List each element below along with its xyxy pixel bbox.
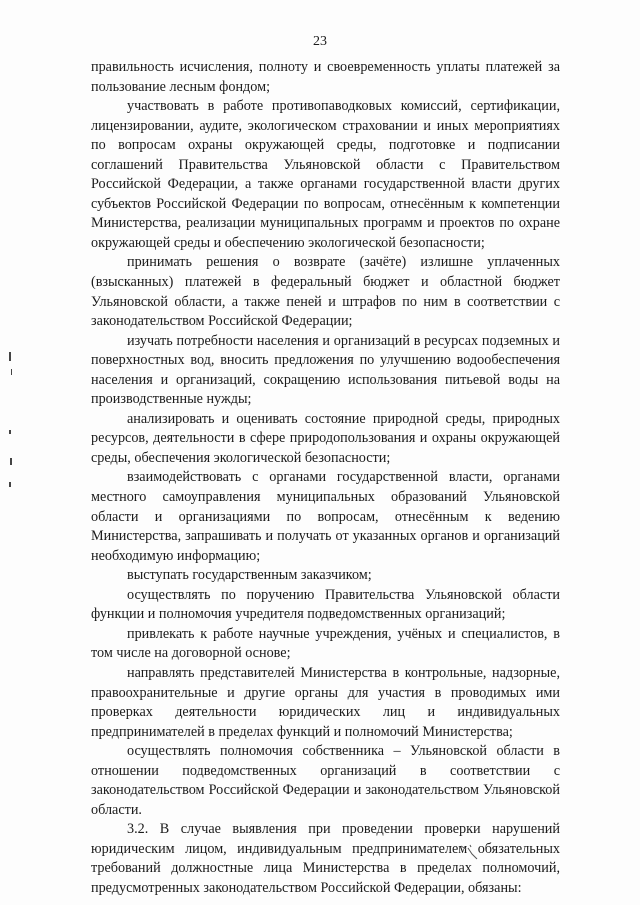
document-body (91, 58, 560, 899)
scan-artifact (9, 352, 11, 361)
paragraph-interaction: взаимодействовать с органами государственной власти, органами местного самоуправления муниципальных образований Ульяновской области и организациями по вопросам, отнесённым к ведению Министерства, запрашивать и получать от указанных органов и организаций необходимую информацию; (91, 469, 560, 564)
page-number: 23 (313, 34, 327, 49)
paragraph-science: привлекать к работе научные учреждения, учёных и специалистов, в том числе на договорной основе; (91, 625, 560, 662)
paragraph-owner-powers: осуществлять полномочия собственника – Ульяновской области в отношении подведомственных организаций в соответствии с законодательством Российской Федерации и законодательством Ульяновской области. (91, 743, 560, 818)
paragraph-customer: выступать государственным заказчиком; (127, 567, 372, 584)
scan-artifact (9, 430, 11, 434)
paragraph-representatives: направлять представителей Министерства в контрольные, надзорные, правоохранительные и другие органы для участия в проводимых ими проверках деятельности юридических лиц и индивидуальных предпринимателей в пределах функций и полномочий Министерства; (91, 664, 560, 740)
paragraph-commissions: участвовать в работе противопаводковых комиссий, сертификации, лицензировании, аудите, экологическом страховании и иных мероприятиях по вопросам охраны окружающей среды, подготовке и подписании соглашений Правительства Ульяновской области с Правительством Российской Федерации, а также органами государственной власти других субъектов Российской Федерации по вопросам, отнесённым к компетенции Министерства, реализации муниципальных программ и проектов по охране окружающей среды и обеспечению экологической безопасности; (91, 98, 560, 251)
scan-artifact (10, 458, 12, 465)
paragraph-water-needs: изучать потребности населения и организаций в ресурсах подземных и поверхностных вод, вносить предложения по улучшению водообеспечения населения и организаций, сокращению использования питьевой воды на производственные нужды; (91, 332, 560, 408)
scan-speck (458, 842, 480, 860)
paragraph-continuation: правильность исчисления, полноту и своевременность уплаты платежей за пользование лесным фондом; (91, 59, 560, 95)
paragraph-analysis: анализировать и оценивать состояние природной среды, природных ресурсов, деятельности в сфере природопользования и охраны окружающей среды, обеспечения экологической безопасности; (91, 410, 560, 466)
scan-artifact (9, 482, 11, 487)
paragraph-founder-functions: осуществлять по поручению Правительства Ульяновской области функции и полномочия учредителя подведомственных организаций; (91, 586, 560, 623)
paragraph-refunds: принимать решения о возврате (зачёте) излишне уплаченных (взысканных) платежей в федеральный бюджет и областной бюджет Ульяновской области, а также пеней и штрафов по ним в соответствии с законодательством Российской Федерации; (91, 254, 560, 330)
paragraph-section-3-2: 3.2. В случае выявления при проведении проверки нарушений юридическим лицом, индивидуальным предпринимателем обязательных требований должностные лица Министерства в пределах полномочий, предусмотренных законодательством Российской Федерации, обязаны: (91, 821, 560, 896)
scan-artifact (11, 369, 12, 375)
